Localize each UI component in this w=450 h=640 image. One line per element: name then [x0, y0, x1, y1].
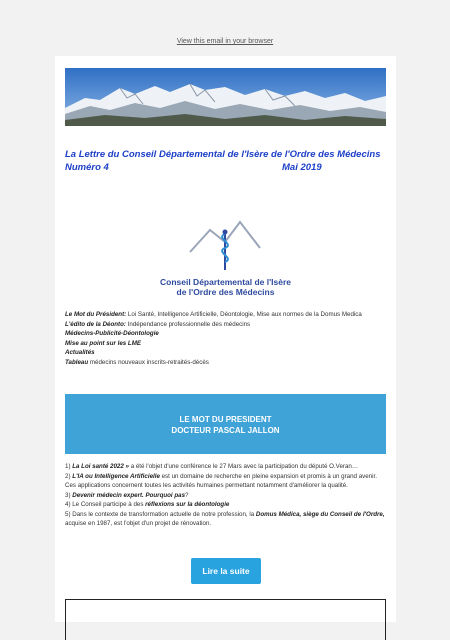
- view-in-browser-link[interactable]: View this email in your browser: [176, 38, 274, 45]
- issue-row: [65, 162, 386, 173]
- body-item: 1) La Loi santé 2022 » a été l'objet d'une conférence le 27 Mars avec la participation du député O.Veran…: [65, 463, 359, 470]
- summary-item: Médecins-Publicité-Déontologie: [65, 330, 159, 337]
- summary-item: Le Mot du Président: Loi Santé, Intelligence Artificielle, Déontologie, Mise aux normes de la Domus Medica: [65, 311, 362, 318]
- issue-date: Mai 2019: [282, 162, 322, 173]
- summary-item: Actualités: [65, 349, 95, 356]
- president-summary: [65, 462, 386, 529]
- logo-line-2: de l'Ordre des Médecins: [176, 287, 275, 297]
- body-item: 2) L'IA ou Intelligence Artificielle est un domaine de recherche en pleine expansion et promis à un grand avenir. Ces applications concernent toutes les activités humaines permettant notamment d'améliorer la qualité.: [65, 472, 377, 489]
- body-item: 5) Dans le contexte de transformation actuelle de notre profession, la Domus Médica, siège du Conseil de l'Ordre, acquise en 1987, est l'objet d'un projet de rénovation.: [65, 510, 385, 527]
- content-card: [55, 202, 396, 622]
- mountain-banner-image: [65, 68, 386, 126]
- logo-text: [115, 277, 336, 297]
- body-item: 3) Devenir médecin expert. Pourquoi pas?: [65, 491, 189, 499]
- summary-item: Mise au point sur les LME: [65, 339, 141, 347]
- header-card: [55, 56, 396, 202]
- issue-number: Numéro 4: [65, 162, 109, 173]
- president-heading: LE MOT DU PRESIDENT: [179, 415, 272, 424]
- president-banner: [65, 394, 386, 454]
- body-item: 4) Le Conseil participe à des réflexions sur la déontologie: [65, 501, 230, 508]
- summary-item: Tableau médecins nouveaux inscrits-retraités-décès: [65, 358, 209, 366]
- summary-item: L'édito de la Déonto: Indépendance professionnelle des médecins: [65, 320, 251, 328]
- newsletter-title: La Lettre du Conseil Départemental de l'Isère de l'Ordre des Médecins: [65, 149, 381, 160]
- president-name: DOCTEUR PASCAL JALLON: [171, 426, 280, 435]
- summary-list: [65, 310, 386, 367]
- logo-line-1: Conseil Départemental de l'Isère: [160, 277, 291, 287]
- read-more-button[interactable]: Lire la suite: [191, 558, 261, 584]
- next-section-box: [65, 599, 386, 640]
- caduceus-logo-icon: [180, 212, 270, 272]
